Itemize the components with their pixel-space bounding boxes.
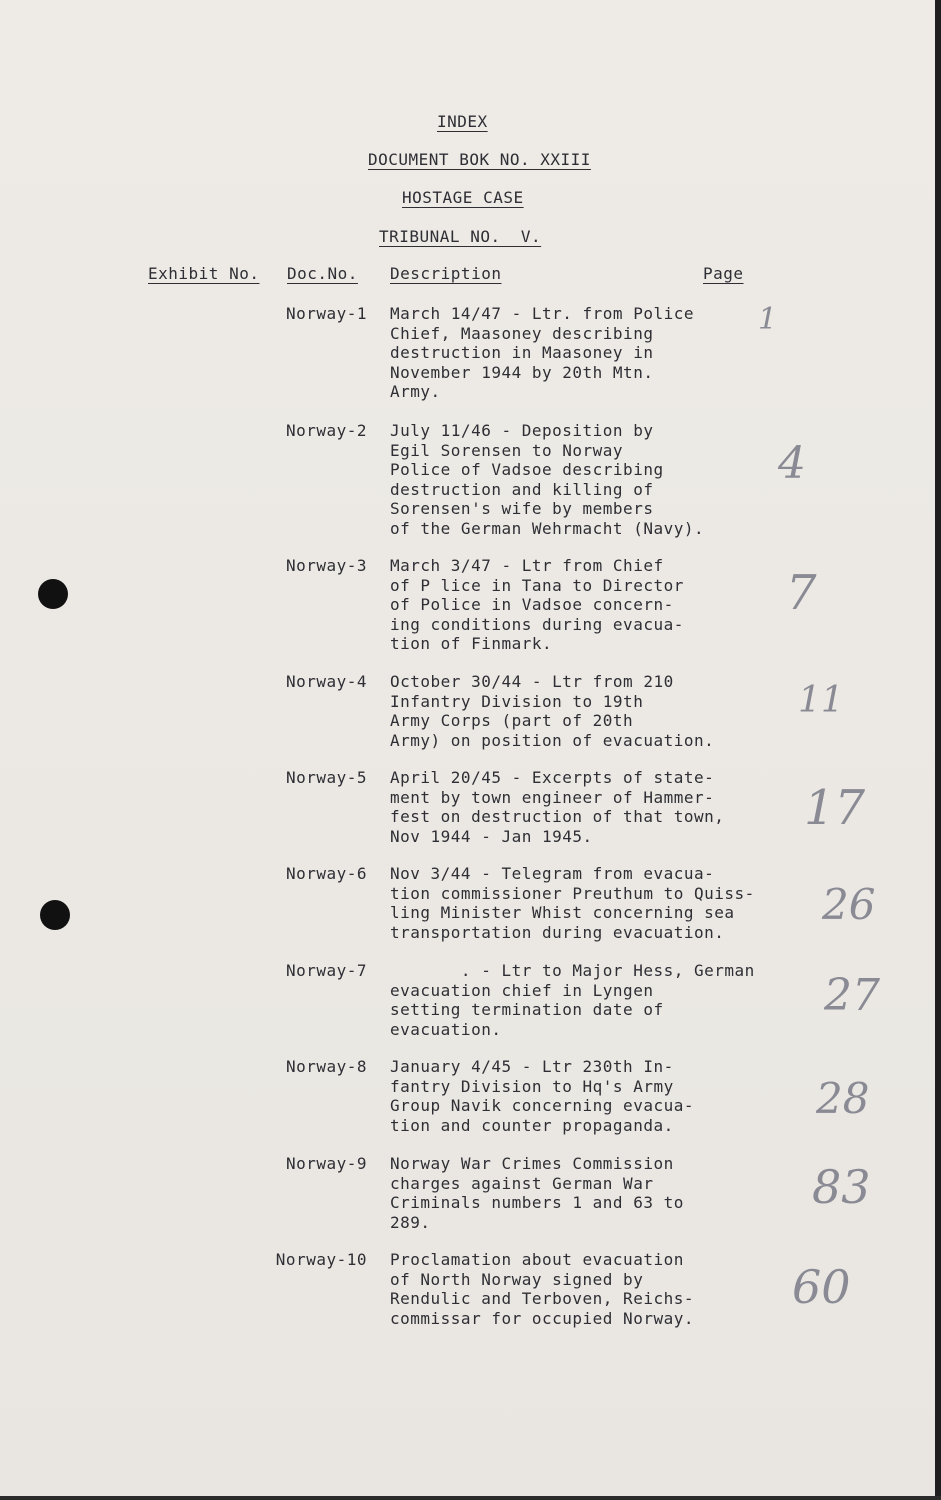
description-line: of P lice in Tana to Director: [390, 575, 684, 595]
handwritten-page-number: 60: [792, 1260, 851, 1314]
description-line: Rendulic and Terboven, Reichs-: [390, 1289, 694, 1308]
description-line: Nov 1944 - Jan 1945.: [390, 826, 593, 846]
description-line: transportation during evacuation.: [390, 922, 725, 942]
description-line: charges against German War: [390, 1173, 654, 1193]
description-line: tion commissioner Preuthum to Quiss-: [390, 883, 755, 903]
handwritten-page-number: 7: [786, 565, 817, 621]
description-line: fest on destruction of that town,: [390, 807, 725, 826]
description-line: tion of Finmark.: [390, 634, 553, 653]
tribunal-heading: TRIBUNAL NO. V.: [379, 227, 542, 246]
description-line: March 3/47 - Ltr from Chief: [390, 556, 664, 575]
index-title: INDEX: [437, 112, 488, 131]
description-line: Group Navik concerning evacua-: [390, 1096, 694, 1115]
description-line: Police of Vadsoe describing: [390, 460, 664, 479]
handwritten-page-number: 27: [824, 970, 880, 1021]
page-edge-right: [935, 0, 941, 1500]
description-line: ling Minister Whist concerning sea: [390, 903, 735, 922]
doc-number: Norway-8: [285, 1057, 367, 1076]
description-line: tion and counter propaganda.: [390, 1115, 674, 1135]
punch-hole-upper: [38, 579, 68, 609]
column-header-description: Description: [390, 264, 502, 283]
description-line: setting termination date of: [390, 1000, 664, 1019]
description-line: Army) on position of evacuation.: [390, 730, 715, 750]
description-line: evacuation chief in Lyngen: [390, 980, 654, 1000]
handwritten-page-number: 11: [798, 680, 844, 721]
document-book-heading: DOCUMENT BOK NO. XXIII: [368, 150, 591, 169]
description-line: destruction in Maasoney in: [390, 343, 654, 362]
doc-number: Norway-5: [285, 768, 367, 787]
description-line: Infantry Division to 19th: [390, 691, 644, 711]
description-line: Army Corps (part of 20th: [390, 711, 634, 730]
description: [390, 961, 810, 1039]
handwritten-page-number: 83: [812, 1160, 871, 1214]
description-line: Chief, Maasoney describing: [390, 323, 654, 343]
description-line: ing conditions during evacua-: [390, 614, 684, 634]
column-header-doc: Doc.No.: [287, 264, 358, 283]
description-line: of North Norway signed by: [390, 1269, 644, 1289]
doc-number: Norway-10: [275, 1250, 367, 1269]
description-line: July 11/46 - Deposition by: [390, 421, 654, 440]
description-line: Egil Sorensen to Norway: [390, 440, 624, 460]
description-line: Norway War Crimes Commission: [390, 1154, 674, 1173]
doc-number: Norway-6: [285, 864, 367, 883]
description-line: evacuation.: [390, 1019, 502, 1039]
description-line: of Police in Vadsoe concern-: [390, 595, 674, 614]
column-header-page: Page: [703, 264, 744, 283]
description-line: Criminals numbers 1 and 63 to: [390, 1193, 684, 1212]
description-line: March 14/47 - Ltr. from Police: [390, 304, 694, 323]
description-line: January 4/45 - Ltr 230th In-: [390, 1057, 674, 1076]
description-line: Proclamation about evacuation: [390, 1250, 684, 1269]
doc-number: Norway-7: [285, 961, 367, 980]
description-line: destruction and killing of: [390, 479, 654, 499]
description-line: October 30/44 - Ltr from 210: [390, 672, 674, 691]
description-line: commissar for occupied Norway.: [390, 1308, 694, 1328]
description-line: Army.: [390, 382, 441, 401]
description: [390, 556, 810, 654]
case-heading: HOSTAGE CASE: [402, 188, 524, 207]
doc-number: Norway-9: [285, 1154, 367, 1173]
doc-number: Norway-1: [285, 304, 367, 323]
handwritten-page-number: 4: [778, 438, 806, 489]
description: [390, 1250, 810, 1328]
page-edge-bottom: [0, 1496, 941, 1500]
description-line: Sorensen's wife by members: [390, 499, 654, 518]
description-line: April 20/45 - Excerpts of state-: [390, 768, 715, 787]
description-line: Nov 3/44 - Telegram from evacua-: [390, 864, 715, 883]
description: [390, 304, 810, 402]
description-line: fantry Division to Hq's Army: [390, 1076, 674, 1096]
handwritten-page-number: 28: [816, 1074, 870, 1123]
doc-number: Norway-3: [285, 556, 367, 575]
description: [390, 1154, 810, 1232]
description-line: . - Ltr to Major Hess, German: [390, 961, 755, 980]
punch-hole-lower: [40, 900, 70, 930]
description: [390, 864, 810, 942]
doc-number: Norway-4: [285, 672, 367, 691]
description: [390, 1057, 810, 1135]
handwritten-page-number: 26: [822, 880, 876, 929]
description-line: ment by town engineer of Hammer-: [390, 787, 715, 807]
description: [390, 421, 810, 538]
description-line: of the German Wehrmacht (Navy).: [390, 518, 705, 538]
handwritten-page-number: 1: [758, 302, 778, 337]
handwritten-page-number: 17: [804, 780, 866, 836]
description-line: 289.: [390, 1212, 431, 1232]
doc-number: Norway-2: [285, 421, 367, 440]
description-line: November 1944 by 20th Mtn.: [390, 362, 654, 382]
column-header-exhibit: Exhibit No.: [148, 264, 260, 283]
description: [390, 768, 810, 846]
description: [390, 672, 810, 750]
